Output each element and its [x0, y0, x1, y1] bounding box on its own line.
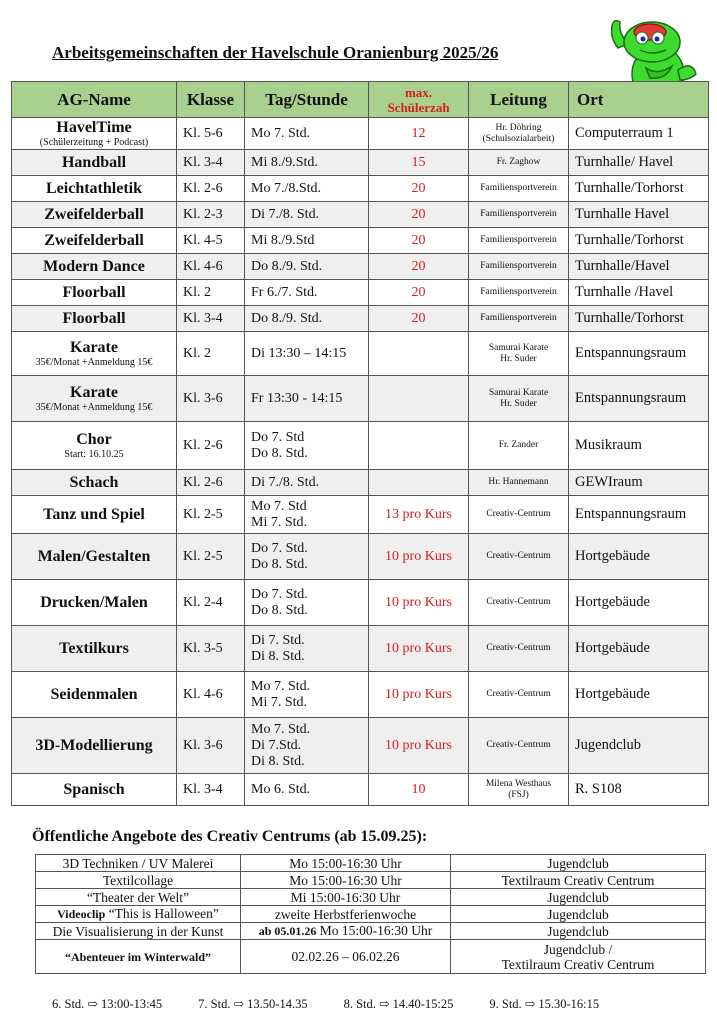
page-title: Arbeitsgemeinschaften der Havelschule Oranienburg 2025/26 — [52, 43, 499, 62]
cell-tag-stunde — [245, 580, 369, 626]
cell-ort: Turnhalle/Torhorst — [569, 306, 709, 332]
table-row — [12, 118, 709, 150]
cell-offer-name — [36, 940, 241, 974]
cell-ort: Hortgebäude — [569, 626, 709, 672]
tag-line: Mo 7./8.Std. — [251, 180, 322, 196]
ag-note: (Schülerzeitung + Podcast) — [39, 136, 149, 148]
ag-name: Textilkurs — [59, 639, 129, 657]
offers-title: Öffentliche Angebote des Creativ Centrums (ab 15.09.25): — [32, 828, 428, 845]
cell-klasse: Kl. 4-6 — [177, 672, 245, 718]
ag-name: Tanz und Spiel — [43, 505, 145, 523]
cell-ort: Hortgebäude — [569, 534, 709, 580]
offer-time: Mo 15:00-16:30 Uhr — [289, 855, 402, 871]
offer-place: Jugendclub — [547, 889, 609, 905]
offer-time: Mo 15:00-16:30 Uhr — [319, 923, 433, 938]
cell-tag-stunde — [245, 470, 369, 496]
cell-max-schueler — [369, 470, 469, 496]
tag-line: Mo 7. Std. — [251, 678, 311, 694]
leitung-note: Hr. Suder — [500, 398, 537, 409]
cell-ag-name — [12, 376, 177, 422]
tag-line: Di 7.Std. — [251, 737, 302, 753]
ag-note: 35€/Monat +Anmeldung 15€ — [35, 401, 153, 413]
ag-name: Floorball — [62, 283, 126, 301]
leitung-line: Familiensportverein — [480, 313, 557, 323]
cell-klasse: Kl. 4-6 — [177, 254, 245, 280]
ag-name: Zweifelderball — [44, 205, 144, 223]
offer-time: Mi 15:00-16:30 Uhr — [290, 889, 401, 905]
cell-ag-name — [12, 228, 177, 254]
leitung-line: Creativ-Centrum — [486, 551, 551, 561]
tag-line: Fr 6./7. Std. — [251, 284, 318, 300]
leitung-line: Milena Westhaus — [485, 778, 552, 789]
cell-klasse: Kl. 2-5 — [177, 496, 245, 534]
cell-leitung — [469, 176, 569, 202]
ag-name: Floorball — [62, 309, 126, 327]
table-row — [12, 718, 709, 774]
cell-max-schueler: 20 — [369, 306, 469, 332]
leitung-line: Hr. Döhring — [495, 122, 542, 133]
cell-klasse: Kl. 5-6 — [177, 118, 245, 150]
tag-line: Di 7./8. Std. — [251, 206, 320, 222]
cell-ort: Turnhalle /Havel — [569, 280, 709, 306]
cell-offer-place — [451, 923, 706, 940]
tag-line: Do 7. Std — [251, 429, 305, 445]
leitung-line: Samurai Karate — [488, 387, 549, 398]
lesson-time: 7. Std. ⇨ 13.50-14.35 — [198, 997, 308, 1011]
table-row — [12, 332, 709, 376]
leitung-line: Creativ-Centrum — [486, 689, 551, 699]
table-row — [12, 774, 709, 806]
offer-row — [36, 923, 706, 940]
table-row — [12, 534, 709, 580]
cell-klasse: Kl. 2-5 — [177, 534, 245, 580]
table-row — [12, 202, 709, 228]
tag-line: Fr 13:30 - 14:15 — [251, 390, 343, 406]
offer-name-bold: Videoclip — [57, 907, 106, 921]
cell-max-schueler: 20 — [369, 228, 469, 254]
table-row — [12, 306, 709, 332]
cell-leitung — [469, 672, 569, 718]
cell-max-schueler — [369, 332, 469, 376]
header-max-schueler: max. Schülerzah — [369, 82, 469, 118]
cell-ort: Entspannungsraum — [569, 332, 709, 376]
leitung-line: Creativ-Centrum — [486, 509, 551, 519]
table-row — [12, 376, 709, 422]
ag-note: Start: 16.10.25 — [64, 448, 124, 460]
tag-line: Mo 7. Std — [251, 498, 307, 514]
tag-line: Mo 7. Std. — [251, 125, 311, 141]
leitung-line: Fr. Zaghow — [496, 157, 541, 167]
tag-line: Do 7. Std. — [251, 586, 308, 602]
cell-ort: Turnhalle/Torhorst — [569, 176, 709, 202]
leitung-note: Hr. Suder — [500, 353, 537, 364]
offer-time: Mo 15:00-16:30 Uhr — [289, 872, 402, 888]
lesson-time: 6. Std. ⇨ 13:00-13:45 — [52, 997, 163, 1011]
lesson-time: 8. Std. ⇨ 14.40-15:25 — [343, 997, 454, 1011]
cell-tag-stunde — [245, 718, 369, 774]
cell-ort: Turnhalle/Torhorst — [569, 228, 709, 254]
cell-offer-time — [241, 889, 451, 906]
cell-klasse: Kl. 2-3 — [177, 202, 245, 228]
cell-offer-place — [451, 940, 706, 974]
leitung-line: Creativ-Centrum — [486, 643, 551, 653]
cell-klasse: Kl. 2 — [177, 280, 245, 306]
ag-name: Malen/Gestalten — [37, 547, 151, 565]
ag-note: 35€/Monat +Anmeldung 15€ — [35, 356, 153, 368]
tag-line: Di 8. Std. — [251, 648, 305, 664]
cell-klasse: Kl. 2-6 — [177, 470, 245, 496]
cell-ort: Turnhalle/ Havel — [569, 150, 709, 176]
cell-klasse: Kl. 3-5 — [177, 626, 245, 672]
cell-klasse: Kl. 2-6 — [177, 422, 245, 470]
cell-klasse: Kl. 3-4 — [177, 774, 245, 806]
cell-tag-stunde — [245, 280, 369, 306]
cell-tag-stunde — [245, 306, 369, 332]
cell-ag-name — [12, 202, 177, 228]
cell-tag-stunde — [245, 626, 369, 672]
offer-place: Textilraum Creativ Centrum — [501, 872, 655, 888]
cell-tag-stunde — [245, 422, 369, 470]
cell-leitung — [469, 332, 569, 376]
tag-line: Do 8./9. Std. — [251, 310, 323, 326]
cell-ort: Jugendclub — [569, 718, 709, 774]
leitung-line: Hr. Hannemann — [488, 477, 549, 487]
cell-offer-time — [241, 940, 451, 974]
offers-table-body — [36, 855, 706, 974]
cell-offer-time — [241, 906, 451, 923]
offer-name: Die Visualisierung in der Kunst — [52, 923, 224, 939]
cell-leitung — [469, 718, 569, 774]
cell-max-schueler: 20 — [369, 254, 469, 280]
leitung-line: Creativ-Centrum — [486, 740, 551, 750]
leitung-line: Familiensportverein — [480, 183, 557, 193]
leitung-line: Fr. Zander — [498, 440, 539, 450]
cell-ag-name — [12, 672, 177, 718]
ag-name: HavelTime — [56, 118, 132, 136]
cell-ort: Turnhalle/Havel — [569, 254, 709, 280]
header-leitung: Leitung — [469, 82, 569, 118]
table-row — [12, 422, 709, 470]
cell-tag-stunde — [245, 376, 369, 422]
tag-line: Mo 7. Std. — [251, 721, 311, 737]
cell-offer-name — [36, 923, 241, 940]
offer-name-bold: “Abenteuer im Winterwald” — [65, 949, 211, 964]
offer-time-bold: ab 05.01.26 — [258, 924, 317, 938]
cell-leitung — [469, 118, 569, 150]
table-row — [12, 176, 709, 202]
cell-leitung — [469, 376, 569, 422]
cell-max-schueler: 10 pro Kurs — [369, 718, 469, 774]
tag-line: Do 7. Std. — [251, 540, 308, 556]
cell-ag-name — [12, 332, 177, 376]
tag-line: Mi 7. Std. — [251, 694, 308, 710]
table-header-row — [12, 82, 709, 118]
ag-table — [11, 81, 709, 806]
cell-leitung — [469, 626, 569, 672]
cell-offer-time — [241, 923, 451, 940]
lesson-time: 9. Std. ⇨ 15.30-16:15 — [489, 997, 600, 1011]
cell-ag-name — [12, 496, 177, 534]
cell-leitung — [469, 580, 569, 626]
table-row — [12, 150, 709, 176]
offer-place: Jugendclub — [547, 923, 609, 939]
cell-tag-stunde — [245, 774, 369, 806]
leitung-line: Familiensportverein — [480, 235, 557, 245]
leitung-line: Familiensportverein — [480, 287, 557, 297]
ag-name: Zweifelderball — [44, 231, 144, 249]
cell-leitung — [469, 470, 569, 496]
leitung-note: (FSJ) — [508, 789, 529, 800]
offer-name: “Theater der Welt” — [86, 889, 190, 905]
leitung-line: Samurai Karate — [488, 342, 549, 353]
offer-row — [36, 889, 706, 906]
tag-line: Di 8. Std. — [251, 753, 305, 769]
tag-line: Do 8./9. Std. — [251, 258, 323, 274]
cell-tag-stunde — [245, 672, 369, 718]
cell-ag-name — [12, 718, 177, 774]
header-klasse: Klasse — [177, 82, 245, 118]
cell-offer-time — [241, 872, 451, 889]
cell-offer-place — [451, 906, 706, 923]
cell-max-schueler: 10 pro Kurs — [369, 534, 469, 580]
tag-line: Di 7./8. Std. — [251, 474, 320, 490]
cell-tag-stunde — [245, 254, 369, 280]
cell-offer-time — [241, 855, 451, 872]
ag-name: Chor — [76, 430, 112, 448]
cell-tag-stunde — [245, 228, 369, 254]
leitung-line: Familiensportverein — [480, 261, 557, 271]
offer-row — [36, 906, 706, 923]
ag-name: Drucken/Malen — [40, 593, 148, 611]
offer-name: 3D Techniken / UV Malerei — [62, 855, 214, 871]
cell-klasse: Kl. 4-5 — [177, 228, 245, 254]
cell-tag-stunde — [245, 202, 369, 228]
cell-ort: Entspannungsraum — [569, 496, 709, 534]
offer-name: “This is Halloween” — [108, 906, 219, 921]
cell-ag-name — [12, 422, 177, 470]
cell-tag-stunde — [245, 332, 369, 376]
cell-leitung — [469, 534, 569, 580]
cell-ag-name — [12, 280, 177, 306]
table-row — [12, 580, 709, 626]
cell-max-schueler: 12 — [369, 118, 469, 150]
cell-offer-name — [36, 855, 241, 872]
leitung-line: Creativ-Centrum — [486, 597, 551, 607]
cell-ort: R. S108 — [569, 774, 709, 806]
cell-ort: Entspannungsraum — [569, 376, 709, 422]
cell-ag-name — [12, 626, 177, 672]
offer-place: Jugendclub — [547, 855, 609, 871]
cell-ag-name — [12, 118, 177, 150]
tag-line: Mo 6. Std. — [251, 781, 311, 797]
cell-leitung — [469, 202, 569, 228]
cell-max-schueler: 15 — [369, 150, 469, 176]
tag-line: Do 8. Std. — [251, 556, 308, 572]
cell-klasse: Kl. 2-6 — [177, 176, 245, 202]
ag-name: Spanisch — [63, 780, 125, 798]
cell-max-schueler — [369, 376, 469, 422]
cell-ort: GEWIraum — [569, 470, 709, 496]
cell-ag-name — [12, 306, 177, 332]
offer-time: zweite Herbstferienwoche — [274, 906, 417, 922]
ag-name: Handball — [61, 153, 127, 171]
ag-name: Seidenmalen — [50, 685, 138, 703]
cell-klasse: Kl. 3-4 — [177, 150, 245, 176]
cell-offer-place — [451, 889, 706, 906]
table-row — [12, 496, 709, 534]
table-row — [12, 470, 709, 496]
cell-offer-place — [451, 872, 706, 889]
cell-leitung — [469, 280, 569, 306]
cell-max-schueler: 10 pro Kurs — [369, 672, 469, 718]
ag-name: Leichtathletik — [46, 179, 142, 197]
cell-max-schueler: 10 — [369, 774, 469, 806]
tag-line: Mi 8./9.Std. — [251, 154, 318, 170]
cell-leitung — [469, 228, 569, 254]
cell-ort: Hortgebäude — [569, 580, 709, 626]
tag-line: Do 8. Std. — [251, 602, 308, 618]
tag-line: Mi 8./9.Std — [251, 232, 315, 248]
cell-max-schueler: 20 — [369, 280, 469, 306]
header-ag-name: AG-Name — [12, 82, 177, 118]
tag-line: Di 13:30 – 14:15 — [251, 345, 347, 361]
cell-offer-name — [36, 906, 241, 923]
tag-line: Di 7. Std. — [251, 632, 305, 648]
offer-place-2: Textilraum Creativ Centrum — [501, 956, 655, 972]
cell-max-schueler: 20 — [369, 202, 469, 228]
cell-ort: Musikraum — [569, 422, 709, 470]
header-ort: Ort — [569, 82, 709, 118]
cell-leitung — [469, 306, 569, 332]
cell-offer-name — [36, 872, 241, 889]
ag-name: Karate — [70, 383, 118, 401]
offer-row — [36, 855, 706, 872]
ag-name: Modern Dance — [43, 257, 145, 275]
cell-ag-name — [12, 150, 177, 176]
cell-tag-stunde — [245, 118, 369, 150]
cell-leitung — [469, 150, 569, 176]
cell-offer-name — [36, 889, 241, 906]
offer-name: Textilcollage — [102, 872, 174, 888]
tag-line: Do 8. Std. — [251, 445, 308, 461]
ag-table-body — [12, 118, 709, 806]
cell-ort: Computerraum 1 — [569, 118, 709, 150]
cell-max-schueler: 13 pro Kurs — [369, 496, 469, 534]
cell-ag-name — [12, 534, 177, 580]
table-row — [12, 672, 709, 718]
cell-max-schueler: 20 — [369, 176, 469, 202]
cell-ag-name — [12, 580, 177, 626]
offers-table — [35, 854, 706, 974]
cell-ag-name — [12, 774, 177, 806]
offer-row — [36, 872, 706, 889]
tag-line: Mi 7. Std. — [251, 514, 308, 530]
cell-ag-name — [12, 254, 177, 280]
cell-tag-stunde — [245, 534, 369, 580]
leitung-note: (Schulsozialarbeit) — [482, 133, 555, 144]
leitung-line: Familiensportverein — [480, 209, 557, 219]
cell-tag-stunde — [245, 150, 369, 176]
offer-place: Jugendclub / — [543, 941, 613, 957]
cell-ag-name — [12, 176, 177, 202]
cell-leitung — [469, 496, 569, 534]
cell-leitung — [469, 774, 569, 806]
table-row — [12, 280, 709, 306]
cell-leitung — [469, 254, 569, 280]
cell-max-schueler — [369, 422, 469, 470]
cell-klasse: Kl. 3-4 — [177, 306, 245, 332]
cell-ort: Hortgebäude — [569, 672, 709, 718]
offer-row — [36, 940, 706, 974]
cell-tag-stunde — [245, 176, 369, 202]
cell-ort: Turnhalle Havel — [569, 202, 709, 228]
cell-klasse: Kl. 2-4 — [177, 580, 245, 626]
cell-offer-place — [451, 855, 706, 872]
ag-name: 3D-Modellierung — [35, 736, 153, 754]
table-row — [12, 254, 709, 280]
offer-place: Jugendclub — [547, 906, 609, 922]
ag-name: Karate — [70, 338, 118, 356]
offer-time: 02.02.26 – 06.02.26 — [291, 949, 400, 964]
cell-tag-stunde — [245, 496, 369, 534]
cell-klasse: Kl. 2 — [177, 332, 245, 376]
ag-name: Schach — [69, 473, 119, 491]
table-row — [12, 626, 709, 672]
header-tag-stunde: Tag/Stunde — [245, 82, 369, 118]
cell-max-schueler: 10 pro Kurs — [369, 580, 469, 626]
cell-ag-name — [12, 470, 177, 496]
lesson-times — [52, 996, 635, 1012]
cell-leitung — [469, 422, 569, 470]
cell-klasse: Kl. 3-6 — [177, 376, 245, 422]
table-row — [12, 228, 709, 254]
cell-klasse: Kl. 3-6 — [177, 718, 245, 774]
cell-max-schueler: 10 pro Kurs — [369, 626, 469, 672]
